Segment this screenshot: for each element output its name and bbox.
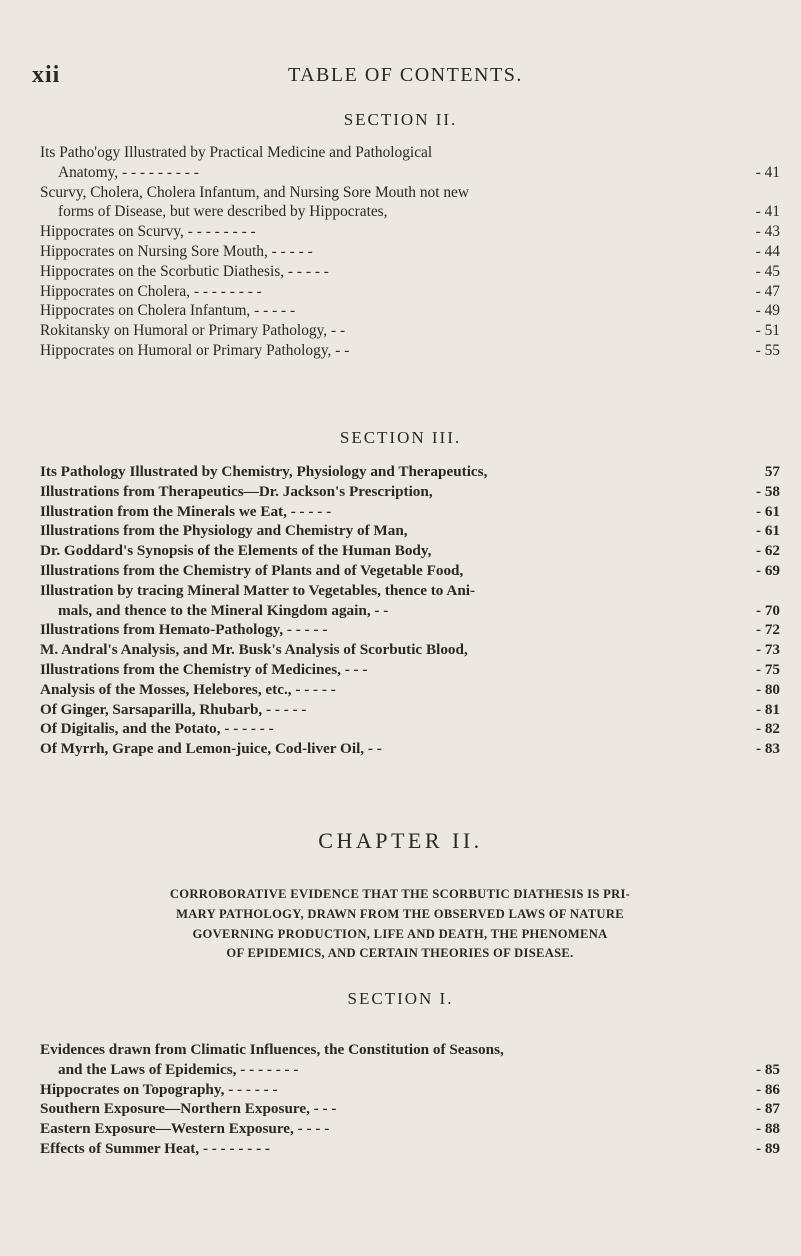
toc-page-number: 57: [764, 463, 780, 480]
toc-entry-text: Hippocrates on Nursing Sore Mouth, - - - - -: [40, 242, 313, 260]
toc-entry: [40, 341, 780, 361]
toc-page-number: - 82: [740, 719, 780, 739]
toc-page-number: - 75: [740, 660, 780, 680]
toc-entry-text: forms of Disease, but were described by Hippocrates,: [58, 203, 388, 221]
toc-entry: [40, 462, 780, 482]
toc-page-number: - 45: [740, 262, 780, 282]
toc-entry-text: Hippocrates on the Scorbutic Diathesis, - - - - -: [40, 262, 329, 280]
toc-entry-text: Rokitansky on Humoral or Primary Pathology, - -: [40, 322, 346, 340]
toc-entry: [40, 282, 780, 302]
toc-entry: [40, 222, 780, 242]
chapter-summary-line: GOVERNING PRODUCTION, LIFE AND DEATH, THE PHENOMENA: [192, 926, 608, 941]
chapter-summary-line: CORROBORATIVE EVIDENCE THAT THE SCORBUTIC DIATHESIS IS PRI-: [169, 887, 631, 901]
toc-entry-text: Of Digitalis, and the Potato, - - - - - -: [40, 720, 274, 738]
toc-page-number: - 41: [740, 163, 780, 183]
running-title: TABLE OF CONTENTS.: [288, 64, 523, 86]
toc-entry-text: Of Myrrh, Grape and Lemon-juice, Cod-liver Oil, - -: [40, 740, 382, 758]
toc-entry-text: Scurvy, Cholera, Cholera Infantum, and Nursing Sore Mouth not new: [40, 183, 470, 201]
toc-page-number: - 61: [740, 502, 780, 522]
toc-entry-text: Evidences drawn from Climatic Influences, the Constitution of Seasons,: [40, 1041, 504, 1058]
toc-entry: [40, 321, 780, 341]
toc-page-number: - 72: [740, 620, 780, 640]
toc-entry-text: Anatomy, - - - - - - - - -: [58, 163, 199, 181]
section-heading: SECTION II.: [343, 110, 458, 129]
toc-entry: [40, 1119, 780, 1139]
chapter-summary-line: MARY PATHOLOGY, DRAWN FROM THE OBSERVED LAWS OF NATURE: [176, 906, 624, 921]
toc-page-number: - 44: [740, 242, 780, 262]
toc-entry: [40, 561, 780, 581]
toc-page-number: - 85: [740, 1060, 780, 1080]
toc-entry-text: and the Laws of Epidemics, - - - - - - -: [58, 1060, 299, 1078]
section-heading: SECTION III.: [339, 428, 462, 447]
toc-entry: [40, 700, 780, 720]
toc-entry-text: M. Andral's Analysis, and Mr. Busk's Analysis of Scorbutic Blood,: [40, 641, 468, 659]
toc-list-chapter-2-section-1: [40, 1040, 780, 1159]
toc-page-number: - 73: [740, 640, 780, 660]
toc-page-number: - 83: [740, 739, 780, 759]
toc-entry-text: Southern Exposure—Northern Exposure, - - -: [40, 1100, 337, 1118]
toc-page-number: - 47: [740, 282, 780, 302]
toc-page-number: - 55: [740, 341, 780, 361]
toc-entry: [40, 660, 780, 680]
toc-entry-text: Hippocrates on Scurvy, - - - - - - - -: [40, 223, 256, 241]
toc-entry-text: Illustration by tracing Mineral Matter to Vegetables, thence to Ani-: [40, 581, 476, 599]
toc-page-number: - 61: [740, 521, 780, 541]
toc-entry: [40, 620, 780, 640]
toc-entry-text: Of Ginger, Sarsaparilla, Rhubarb, - - - - -: [40, 700, 307, 718]
toc-entry: [40, 680, 780, 700]
toc-entry-text: Its Patho'ogy Illustrated by Practical Medicine and Pathological: [40, 144, 433, 161]
toc-entry-text: Its Pathology Illustrated by Chemistry, Physiology and Therapeutics,: [40, 463, 488, 480]
toc-page-number: - 69: [740, 561, 780, 581]
toc-entry: [40, 739, 780, 759]
toc-page-number: - 80: [740, 680, 780, 700]
toc-entry: [40, 1080, 780, 1100]
chapter-summary-line: OF EPIDEMICS, AND CERTAIN THEORIES OF DISEASE.: [226, 946, 574, 961]
toc-page-number: - 49: [740, 301, 780, 321]
toc-entry-text: Hippocrates on Cholera Infantum, - - - - -: [40, 302, 296, 320]
toc-entry-text: Eastern Exposure—Western Exposure, - - - -: [40, 1120, 330, 1138]
toc-list-section-2: [40, 143, 780, 361]
toc-page-number: - 43: [740, 222, 780, 242]
toc-page-number: - 70: [740, 601, 780, 621]
toc-entry: [40, 1099, 780, 1119]
toc-entry: [40, 1040, 780, 1080]
chapter-summary: [40, 885, 760, 964]
toc-entry: [40, 521, 780, 541]
toc-entry: [40, 482, 780, 502]
toc-entry-text: Illustrations from Hemato-Pathology, - - - - -: [40, 621, 328, 639]
toc-page-number: - 88: [740, 1119, 780, 1139]
chapter-heading: CHAPTER II.: [318, 828, 483, 853]
toc-page-number: - 51: [740, 321, 780, 341]
toc-page-number: - 58: [740, 482, 780, 502]
toc-entry-text: Hippocrates on Topography, - - - - - -: [40, 1080, 278, 1098]
toc-page-number: - 62: [740, 541, 780, 561]
toc-entry-text: Dr. Goddard's Synopsis of the Elements of the Human Body,: [40, 542, 432, 560]
toc-entry-text: Illustrations from Therapeutics—Dr. Jackson's Prescription,: [40, 482, 433, 500]
toc-entry: [40, 143, 780, 183]
toc-entry: [40, 262, 780, 282]
toc-entry: [40, 183, 780, 223]
running-head: [32, 62, 732, 90]
toc-entry: [40, 301, 780, 321]
toc-list-section-3: [40, 462, 780, 759]
page-number: xii: [32, 62, 61, 88]
toc-page-number: - 87: [740, 1099, 780, 1119]
section-heading: SECTION I.: [347, 989, 454, 1008]
toc-entry-text: Illustrations from the Chemistry of Plants and of Vegetable Food,: [40, 561, 464, 579]
toc-entry-text: mals, and thence to the Mineral Kingdom again, - -: [58, 601, 389, 619]
toc-page-number: - 81: [740, 700, 780, 720]
toc-entry-text: Hippocrates on Cholera, - - - - - - - -: [40, 282, 262, 300]
toc-entry-text: Analysis of the Mosses, Helebores, etc., - - - - -: [40, 680, 336, 698]
toc-entry: [40, 719, 780, 739]
toc-entry: [40, 1139, 780, 1159]
toc-entry: [40, 242, 780, 262]
toc-page-number: - 89: [740, 1139, 780, 1159]
toc-entry-text: Effects of Summer Heat, - - - - - - - -: [40, 1139, 270, 1157]
toc-entry: [40, 502, 780, 522]
toc-entry-text: Illustration from the Minerals we Eat, - - - - -: [40, 502, 332, 520]
toc-page-number: - 41: [740, 202, 780, 222]
toc-entry-text: Illustrations from the Physiology and Chemistry of Man,: [40, 522, 408, 540]
toc-entry: [40, 541, 780, 561]
toc-entry: [40, 640, 780, 660]
toc-entry-text: Hippocrates on Humoral or Primary Pathology, - -: [40, 341, 350, 359]
toc-page-number: - 86: [740, 1080, 780, 1100]
toc-entry-text: Illustrations from the Chemistry of Medicines, - - -: [40, 660, 368, 678]
toc-entry: [40, 581, 780, 621]
